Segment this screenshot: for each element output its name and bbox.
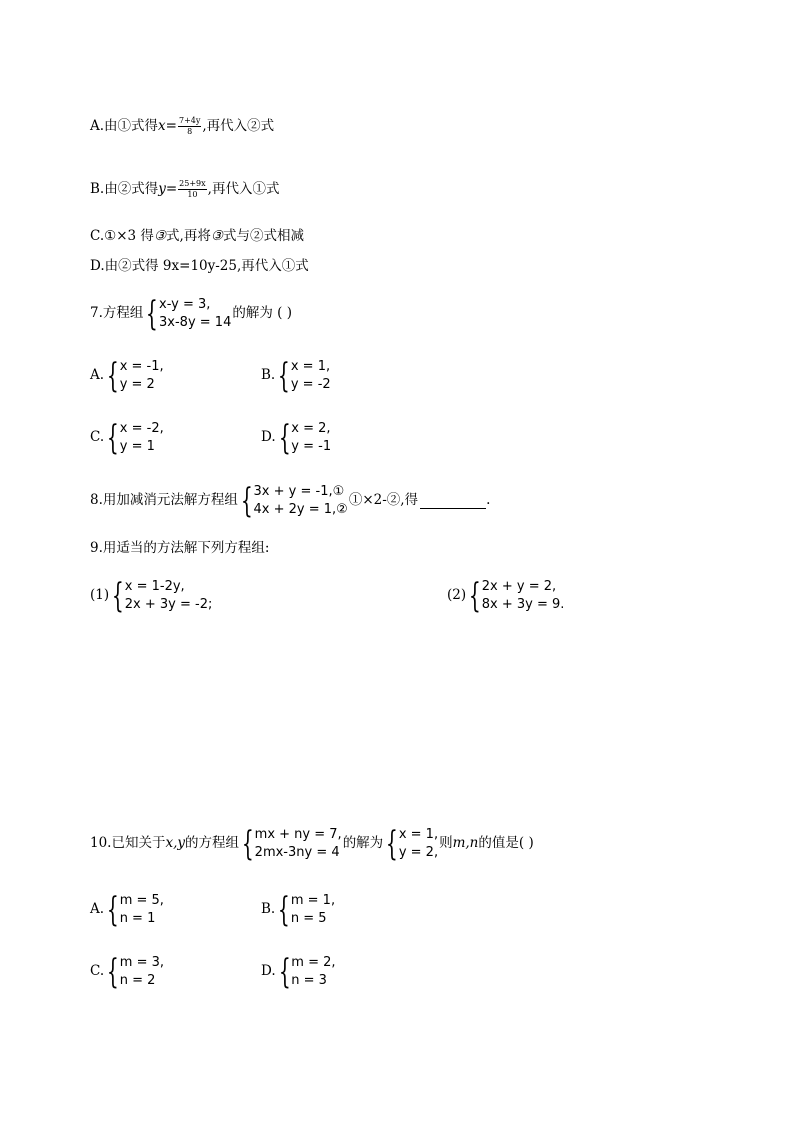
q9-stem-text: 9.用适当的方法解下列方程组: — [90, 540, 270, 556]
brace-icon: { — [386, 824, 398, 864]
q10-stem2: 的方程组 — [185, 835, 240, 852]
q9-p2-eq2: 8x + 3y = 9. — [481, 597, 565, 612]
q10-d-label: D. — [261, 963, 276, 980]
q10-eq1: mx + ny = 7, — [254, 827, 342, 842]
q10-option-b — [261, 892, 336, 928]
q6-a-eq: = — [165, 117, 177, 134]
q7-c-label: C. — [90, 429, 105, 446]
q6-d-text: D.由②式得 9x=10y-25,再代入①式 — [90, 258, 309, 274]
q6-option-b — [90, 180, 279, 199]
q7-d-row2: y = -1 — [291, 439, 332, 454]
q6-c-mark1: ③ — [153, 228, 167, 244]
q7-option-a — [90, 358, 165, 394]
q10-d-row1: m = 2, — [291, 955, 336, 970]
brace-icon: { — [107, 418, 119, 458]
q6-b-prefix: B.由②式得 — [90, 180, 159, 197]
q7-b-row1: x = 1, — [290, 359, 331, 374]
q6-a-fraction — [178, 117, 201, 136]
q7-option-d — [261, 420, 332, 456]
q6-a-numerator: 7+4y — [178, 116, 201, 125]
q9-part2 — [447, 578, 565, 614]
q7-stem-text: 7.方程组 — [90, 305, 144, 322]
q6-b-denominator: 10 — [187, 190, 198, 199]
q6-option-a — [90, 117, 274, 136]
q10-stem1: 10.已知关于 — [90, 835, 166, 852]
q9-p1-label: (1) — [90, 587, 110, 604]
q8-stem-text: 8.用加减消元法解方程组 — [90, 492, 238, 509]
answer-blank[interactable] — [420, 494, 486, 509]
q10-sol2: y = 2, — [398, 845, 439, 860]
q6-c-text3: 式与②式相减 — [222, 228, 304, 244]
q6-b-suffix: ,再代入①式 — [207, 180, 280, 197]
q10-c-row1: m = 3, — [119, 955, 165, 970]
q8-system — [239, 483, 348, 519]
q10-a-row2: n = 1 — [119, 911, 156, 926]
q8-end: . — [486, 492, 491, 509]
q7-tail: 的解为 ( ) — [232, 305, 292, 322]
q6-a-suffix: ,再代入②式 — [202, 117, 275, 134]
brace-icon: { — [278, 890, 290, 930]
q7-b-label: B. — [261, 367, 276, 384]
q7-c-row2: y = 1 — [119, 439, 155, 454]
q10-eq2: 2mx-3ny = 4 — [254, 845, 340, 860]
q10-tail: 的值是( ) — [478, 835, 534, 852]
q8-eq2: 4x + 2y = 1,② — [253, 502, 348, 517]
q9-p2-eq1: 2x + y = 2, — [481, 579, 557, 594]
q10-mid: 的解为 — [342, 835, 384, 852]
q7-b-row2: y = -2 — [290, 377, 331, 392]
q10-vars: x,y — [165, 835, 186, 852]
q7-a-label: A. — [90, 367, 105, 384]
q7-a-row1: x = -1, — [119, 359, 164, 374]
q6-b-fraction — [178, 180, 206, 199]
q7-option-c — [90, 420, 165, 456]
q10-b-row1: m = 1, — [290, 893, 336, 908]
q10-stem3: 则 — [439, 835, 453, 852]
q7-stem — [90, 296, 292, 332]
q10-c-row2: n = 2 — [119, 973, 156, 988]
q10-system — [240, 826, 342, 862]
q8-stem — [90, 483, 490, 519]
q10-b-row2: n = 5 — [290, 911, 327, 926]
brace-icon: { — [106, 890, 119, 930]
q10-mn: m,n — [452, 835, 479, 852]
q6-a-prefix: A.由①式得 — [90, 117, 159, 134]
q7-a-row2: y = 2 — [119, 377, 155, 392]
q10-c-label: C. — [90, 963, 105, 980]
q7-option-b — [261, 358, 332, 394]
q10-solution — [384, 826, 438, 862]
q6-a-denominator: 8 — [187, 127, 193, 136]
q6-option-c — [90, 230, 304, 244]
brace-icon: { — [240, 481, 253, 521]
q9-part1 — [90, 578, 213, 614]
q6-b-numerator: 25+9x — [179, 179, 206, 188]
q10-option-d — [261, 954, 337, 990]
q10-stem — [90, 826, 534, 862]
brace-icon: { — [146, 294, 159, 334]
q7-eq2: 3x-8y = 14 — [159, 315, 232, 330]
brace-icon: { — [107, 952, 119, 992]
q8-eq1: 3x + y = -1,① — [253, 484, 345, 499]
q10-option-c — [90, 954, 165, 990]
q10-sol1: x = 1, — [398, 827, 439, 842]
q10-a-label: A. — [90, 901, 105, 918]
brace-icon: { — [241, 824, 254, 864]
q7-d-row1: x = 2, — [291, 421, 331, 436]
brace-icon: { — [106, 356, 119, 396]
q6-a-var: x — [158, 117, 166, 134]
brace-icon: { — [278, 356, 290, 396]
q6-c-text2: 式,再将 — [166, 228, 211, 244]
brace-icon: { — [278, 418, 291, 458]
q6-b-var: y — [158, 180, 166, 197]
q9-p1-eq2: 2x + 3y = -2; — [124, 597, 213, 612]
q6-c-text1: C.①×3 得 — [90, 228, 154, 244]
q10-d-row2: n = 3 — [291, 973, 327, 988]
q9-p2-label: (2) — [447, 587, 467, 604]
q10-option-a — [90, 892, 165, 928]
brace-icon: { — [468, 576, 481, 616]
q6-b-eq: = — [165, 180, 178, 197]
q9-p1-eq1: x = 1-2y, — [124, 579, 185, 594]
q7-c-row1: x = -2, — [119, 421, 164, 436]
q6-c-mark2: ③ — [210, 228, 223, 244]
brace-icon: { — [111, 576, 124, 616]
q7-eq1: x-y = 3, — [159, 297, 211, 312]
brace-icon: { — [278, 952, 291, 992]
q7-d-label: D. — [261, 429, 276, 446]
q7-system — [144, 296, 231, 332]
q10-b-label: B. — [261, 901, 276, 918]
q6-option-d — [90, 260, 309, 274]
q10-a-row1: m = 5, — [119, 893, 164, 908]
q8-tail: ①×2-②,得 — [348, 492, 419, 509]
q9-stem — [90, 542, 269, 556]
